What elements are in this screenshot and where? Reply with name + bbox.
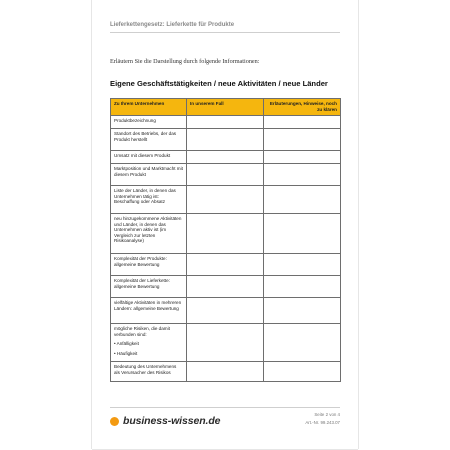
row-label: Standort des Betriebs, der das Produkt herstellt — [111, 129, 187, 151]
table-row — [111, 254, 341, 276]
row-cell-notes[interactable] — [264, 324, 341, 362]
logo-text: business-wissen.de — [123, 415, 221, 427]
table-header-notes: Erläuterungen, Hinweise, noch zu klären — [264, 99, 341, 116]
bullet-text: Häufigkeit — [116, 350, 138, 356]
row-label: mögliche Risiken, die damit verbunden sind: — [114, 326, 170, 337]
article-number: Art.-Nr. 99.243.07 — [305, 420, 340, 425]
row-label-with-bullets — [111, 324, 187, 362]
row-cell-our-case[interactable] — [187, 362, 264, 382]
table-row — [111, 186, 341, 214]
row-cell-our-case[interactable] — [187, 298, 264, 324]
row-cell-notes[interactable] — [264, 276, 341, 298]
row-cell-notes[interactable] — [264, 298, 341, 324]
row-cell-notes[interactable] — [264, 129, 341, 151]
brand-logo — [110, 414, 220, 428]
row-label: Produktbezeichnung — [111, 116, 187, 129]
document-header-title: Lieferkettengesetz: Lieferkette für Produkte — [110, 22, 235, 28]
row-cell-our-case[interactable] — [187, 186, 264, 214]
row-cell-our-case[interactable] — [187, 214, 264, 254]
table-header-our-case: In unserem Fall — [187, 99, 264, 116]
logo-dot-icon — [110, 417, 119, 426]
footer-divider — [110, 407, 340, 408]
row-cell-our-case[interactable] — [187, 254, 264, 276]
row-cell-our-case[interactable] — [187, 151, 264, 164]
row-label: Umsatz mit diesem Produkt — [111, 151, 187, 164]
page-number: Seite 2 von 4 — [314, 412, 340, 417]
row-label: vielfältige Aktivitäten in mehreren Ländern: allgemeine Bewertung — [111, 298, 187, 324]
document-page — [92, 0, 358, 449]
row-cell-notes[interactable] — [264, 362, 341, 382]
table-row — [111, 362, 341, 382]
header-divider — [110, 32, 340, 33]
row-label: Komplexität der Produkte: allgemeine Bewertung — [111, 254, 187, 276]
row-label: Liste der Länder, in denen das Unternehmen tätig ist: Beschaffung oder Absatz — [111, 186, 187, 214]
row-cell-notes[interactable] — [264, 116, 341, 129]
row-label: Bedeutung des Unternehmens als Verursacher des Risikos — [111, 362, 187, 382]
row-cell-notes[interactable] — [264, 186, 341, 214]
table-row — [111, 129, 341, 151]
table-row — [111, 298, 341, 324]
bullet-text: Anfälligkeit — [116, 341, 139, 347]
row-cell-our-case[interactable] — [187, 129, 264, 151]
section-title: Eigene Geschäftstätigkeiten / neue Aktivitäten / neue Länder — [110, 79, 328, 88]
info-table — [110, 98, 341, 382]
bullet-item: • Anfälligkeit — [114, 341, 139, 347]
row-cell-notes[interactable] — [264, 214, 341, 254]
table-header-company: Zu Ihrem Unternehmen — [111, 99, 187, 116]
row-cell-notes[interactable] — [264, 164, 341, 186]
table-row — [111, 164, 341, 186]
row-cell-our-case[interactable] — [187, 276, 264, 298]
table-row — [111, 214, 341, 254]
row-cell-notes[interactable] — [264, 254, 341, 276]
row-cell-our-case[interactable] — [187, 116, 264, 129]
row-label: neu hinzugekommene Aktivitäten und Länder, in denen das Unternehmen aktiv ist (im Vergleich zur letzten Risikoanalyse) — [111, 214, 187, 254]
bullet-item: • Häufigkeit — [114, 350, 138, 356]
row-label: Marktposition und Marktmacht mit diesem Produkt — [111, 164, 187, 186]
row-cell-our-case[interactable] — [187, 324, 264, 362]
table-row — [111, 324, 341, 362]
table-row — [111, 116, 341, 129]
row-cell-notes[interactable] — [264, 151, 341, 164]
intro-text: Erläutern Sie die Darstellung durch folgende Informationen: — [110, 58, 260, 65]
table-row — [111, 276, 341, 298]
row-cell-our-case[interactable] — [187, 164, 264, 186]
table-row — [111, 151, 341, 164]
row-label: Komplexität der Lieferkette: allgemeine Bewertung — [111, 276, 187, 298]
table-header-row — [111, 99, 341, 116]
